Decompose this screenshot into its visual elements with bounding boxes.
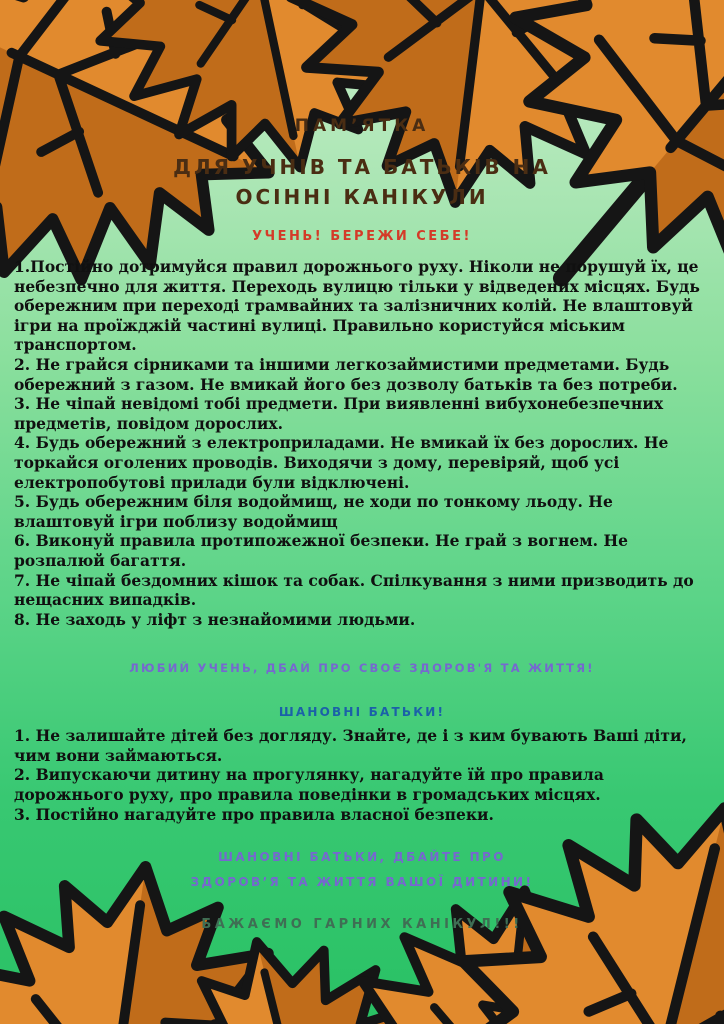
poster-subtitle	[30, 152, 694, 212]
student-rule-item: 3. Не чіпай невідомі тобі предмети. При виявленні вибухонебезпечних предметів, повідом дорослих.	[14, 394, 664, 433]
parents-footer-line2: ЗДОРОВ’Я ТА ЖИТТЯ ВАШОЇ ДИТИНИ!	[190, 875, 534, 890]
student-rule-item: 5. Будь обережним біля водоймищ, не ходи по тонкому льоду. Не влаштовуй ігри поблизу водоймищ	[14, 492, 613, 531]
student-rules-list	[14, 257, 708, 629]
poster-subtitle-line1: ДЛЯ УЧНІВ ТА БАТЬКІВ НА	[173, 155, 551, 179]
student-rule-item: 4. Будь обережний з електроприладами. Не вмикай їх без дорослих. Не торкайся оголених проводів. Виходячи з дому, перевіряй, щоб усі електропобутові прилади були відключені.	[14, 433, 669, 492]
student-footer-heading: ЛЮБИЙ УЧЕНЬ, ДБАЙ ПРО СВОЄ ЗДОРОВ'Я ТА ЖИТТЯ!	[129, 661, 595, 676]
closing-wish: БАЖАЄМО ГАРНИХ КАНІКУЛ!!!	[201, 917, 523, 933]
parents-footer-line1: ШАНОВНІ БАТЬКИ, ДБАЙТЕ ПРО	[218, 850, 506, 865]
parent-rule-item: 1. Не залишайте дітей без догляду. Знайте, де і з ким бувають Ваші діти, чим вони займаються.	[14, 726, 687, 765]
poster-title: ПАМ’ЯТКА	[294, 116, 430, 136]
parent-rule-item: 3. Постійно нагадуйте про правила власної безпеки.	[14, 804, 494, 824]
student-rule-item: 7. Не чіпай бездомних кішок та собак. Спілкування з ними призводить до нещасних випадків.	[14, 570, 694, 610]
student-rule-item: 2. Не грайся сірниками та іншими легкозаймистими предметами. Будь обережний з газом. Не вмикай його без дозволу батьків та без потреби.	[14, 354, 678, 394]
student-section-heading: УЧЕНЬ! БЕРЕЖИ СЕБЕ!	[252, 229, 472, 244]
student-rule-item: 1.Постійно дотримуйся правил дорожнього руху. Ніколи не порушуй їх, це небезпечно для життя. Переходь вулицю тільки у відведених місцях. Будь обережним при переході трамвайних та залізничних колій. Не влаштовуй ігри на проїжджій частині вулиці. Правильно користуйся міським транспортом.	[14, 257, 700, 355]
poster-subtitle-line2: ОСІННІ КАНІКУЛИ	[235, 185, 489, 209]
parents-footer-heading	[0, 845, 724, 895]
student-rule-item: 8. Не заходь у ліфт з незнайомими людьми.	[14, 609, 416, 629]
student-rule-item: 6. Виконуй правила протипожежної безпеки. Не грай з вогнем. Не розпалюй багаття.	[14, 531, 628, 570]
parents-section-heading: ШАНОВНІ БАТЬКИ!	[278, 705, 446, 720]
parent-rules-list	[14, 726, 708, 824]
parent-rule-item: 2. Випускаючи дитину на прогулянку, нагадуйте їй про правила дорожнього руху, про правила поведінки в громадських місцях.	[14, 765, 604, 805]
